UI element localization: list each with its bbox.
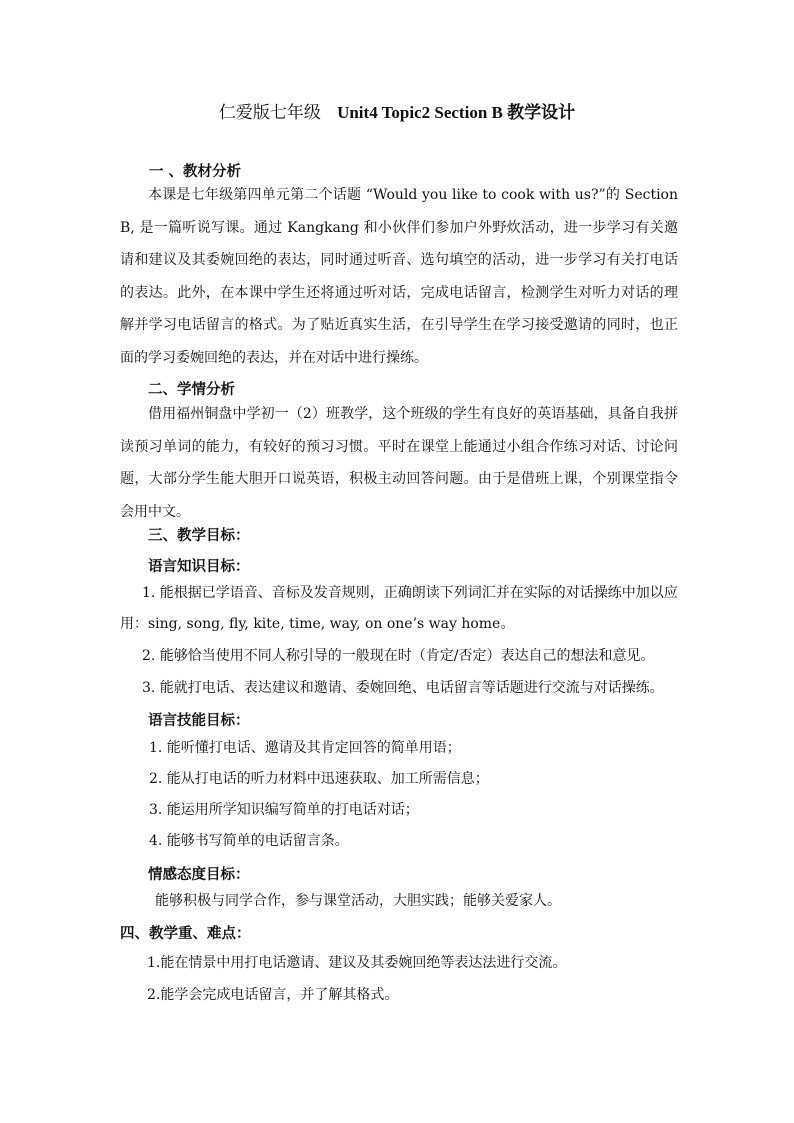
skill-goal-3: 3. 能运用所学知识编写简单的打电话对话； xyxy=(149,802,419,818)
section-4-heading: 四、教学重、难点： xyxy=(120,925,251,942)
skill-goal-2: 2. 能从打电话的听力材料中迅速获取、加工所需信息； xyxy=(149,771,489,787)
section-1-paragraph: 本课是七年级第四单元第二个话题 “Would you like to cook with us?”的 Section B, 是一篇听说写课。通过 Kangkang 和小伙伴们参加户外野炊活动，进一步学习有关邀请和建议及其委婉回绝的表达，同时通过听音、选句填空的活动，进一步学习有关打电话的表达。此外，在本课中学生还将通过听对话，完成电话留言，检测学生对听力对话的理解并学习电话留言的格式。为了贴近真实生活，在引导学生在学习接受邀请的同时，也正面的学习委婉回绝的表达，并在对话中进行操练。 xyxy=(120,187,678,366)
document-title xyxy=(0,98,794,123)
skill-goals-heading: 语言技能目标： xyxy=(148,712,250,729)
title-en: Unit4 Topic2 Section B 教学设计 xyxy=(337,103,576,122)
skill-goal-4: 4. 能够书写简单的电话留言条。 xyxy=(149,833,349,849)
section-1-heading: 一 、教材分析 xyxy=(149,163,242,180)
skill-goal-1: 1. 能听懂打电话、邀请及其肯定回答的简单用语； xyxy=(149,740,461,756)
title-cn: 仁爱版七年级 xyxy=(218,103,321,123)
difficulty-2: 2.能学会完成电话留言，并了解其格式。 xyxy=(147,987,399,1003)
difficulty-1: 1.能在情景中用打电话邀请、建议及其委婉回绝等表达法进行交流。 xyxy=(147,955,567,971)
knowledge-goal-2: 2. 能够恰当使用不同人称引导的一般现在时（肯定/否定）表达自己的想法和意见。 xyxy=(142,648,655,664)
knowledge-goal-1a: 1. 能根据已学语音、音标及发音规则，正确朗读下列词汇并在实际的对话操练中加以应 xyxy=(142,585,678,601)
emotion-goals-heading: 情感态度目标： xyxy=(148,866,250,883)
section-2-heading: 二、学情分析 xyxy=(148,381,235,398)
section-2-paragraph: 借用福州铜盘中学初一（2）班教学，这个班级的学生有良好的英语基础，具备自我拼读预习单词的能力，有较好的预习习惯。平时在课堂上能通过小组合作练习对话、讨论问题，大部分学生能大胆开口说英语，积极主动回答问题。由于是借班上课，个别课堂指令会用中文。 xyxy=(120,406,678,520)
knowledge-goal-3: 3. 能就打电话、表达建议和邀请、委婉回绝、电话留言等话题进行交流与对话操练。 xyxy=(142,680,664,696)
section-3-heading: 三、教学目标： xyxy=(148,527,250,544)
knowledge-goal-1b: 用：sing, song, fly, kite, time, way, on one’s way home。 xyxy=(120,616,515,632)
emotion-goal-text: 能够积极与同学合作，参与课堂活动，大胆实践；能够关爱家人。 xyxy=(155,893,561,909)
knowledge-goals-heading: 语言知识目标： xyxy=(148,558,250,575)
